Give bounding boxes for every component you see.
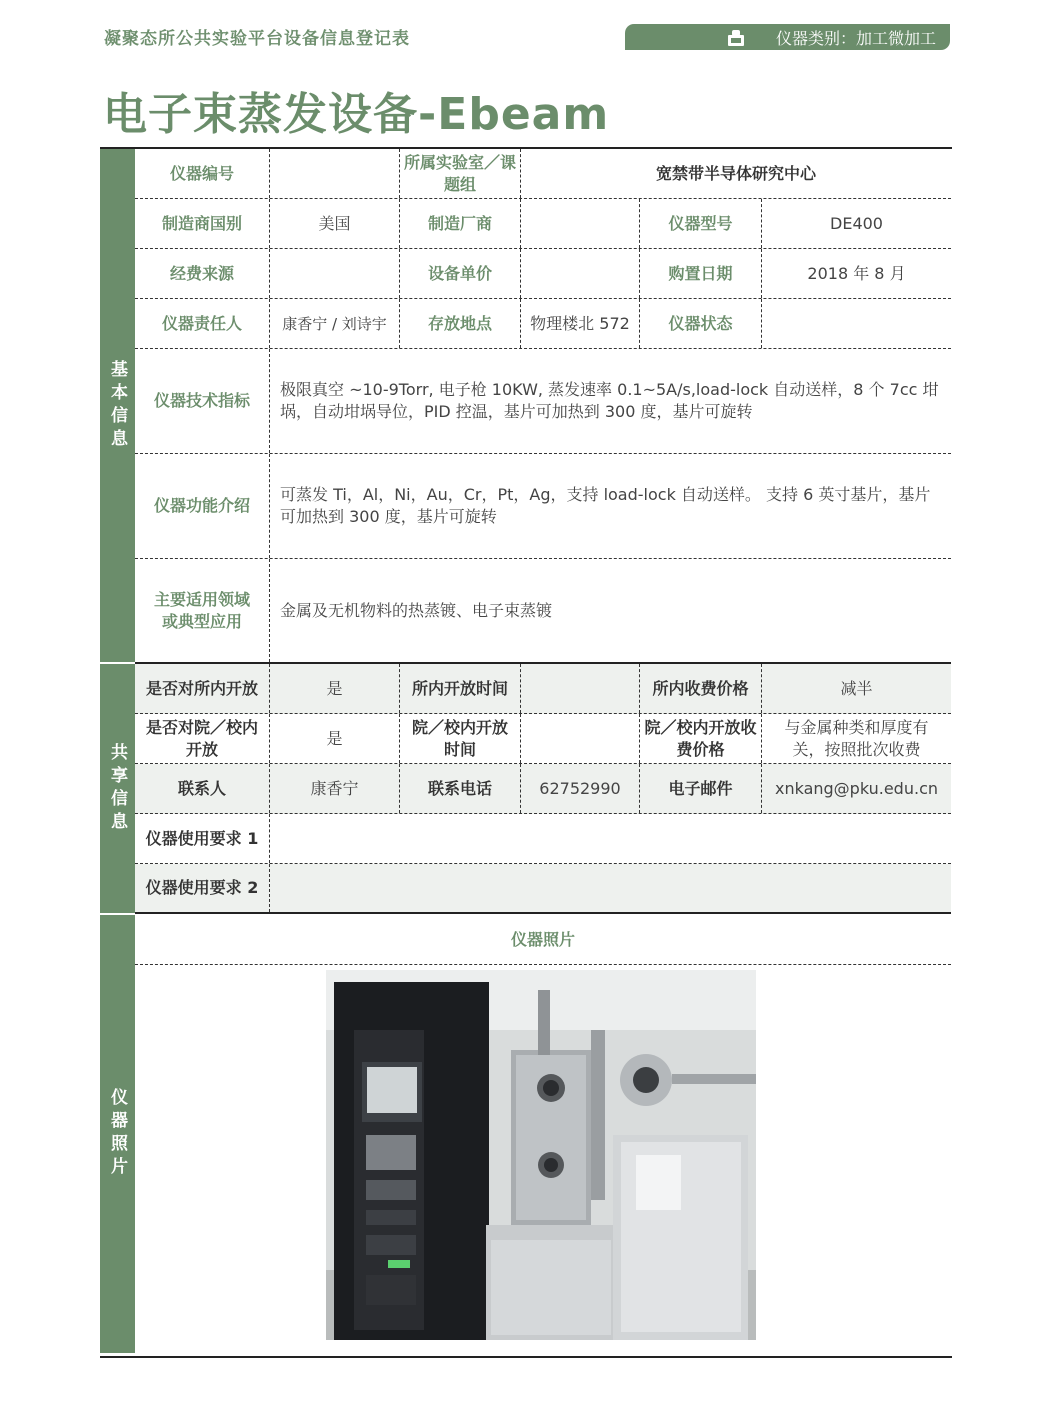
requirement-row-2 xyxy=(135,864,951,914)
label-status: 仪器状态 xyxy=(640,299,762,348)
label-owner: 仪器责任人 xyxy=(135,299,270,348)
label-purchase-date: 购置日期 xyxy=(640,249,762,298)
value-lab: 宽禁带半导体研究中心 xyxy=(655,163,816,183)
category-text: 仪器类别：加工微加工 xyxy=(775,28,936,48)
value-country: 美国 xyxy=(270,199,400,248)
value-purchase-date: 2018 年 8 月 xyxy=(807,263,906,283)
page-title: 电子束蒸发设备-Ebeam xyxy=(103,89,610,140)
label-model: 仪器型号 xyxy=(640,199,762,248)
photo-header: 仪器照片 xyxy=(510,929,575,949)
value-unit-price xyxy=(521,249,640,298)
share-row-2 xyxy=(135,714,951,764)
value-requirement-2 xyxy=(270,864,951,912)
value-application: 金属及无机物料的热蒸镀、电子束蒸镀 xyxy=(280,600,553,620)
value-spec: 极限真空 ~10-9Torr, 电子枪 10KW, 蒸发速率 0.1~5A/s,load-lock 自动送样，8 个 7cc 坩埚，自动坩埚导位，PID 控温，基片可加热到 300 度，基片可旋转 xyxy=(280,380,939,421)
basic-row-4 xyxy=(135,299,951,349)
label-internal-open: 是否对所内开放 xyxy=(135,664,270,713)
spec-row xyxy=(135,349,951,454)
share-row-3 xyxy=(135,764,951,814)
label-campus-open: 是否对院／校内开放 xyxy=(135,714,270,763)
value-contact: 康香宁 xyxy=(270,764,400,813)
label-email: 电子邮件 xyxy=(640,764,762,813)
label-location: 存放地点 xyxy=(400,299,521,348)
value-location: 物理楼北 572 xyxy=(521,299,640,348)
label-requirement-2: 仪器使用要求 2 xyxy=(135,864,270,912)
label-spec: 仪器技术指标 xyxy=(135,349,270,453)
label-lab: 所属实验室／课题组 xyxy=(400,149,521,198)
value-email[interactable]: xnkang@pku.edu.cn xyxy=(774,778,938,798)
value-model: DE400 xyxy=(830,213,883,233)
instrument-icon xyxy=(726,27,746,47)
label-function: 仪器功能介绍 xyxy=(135,454,270,558)
value-requirement-1 xyxy=(270,814,951,863)
value-campus-fee: 与金属种类和厚度有关，按照批次收费 xyxy=(784,717,929,759)
label-funding: 经费来源 xyxy=(135,249,270,298)
share-row-1 xyxy=(135,664,951,714)
section-photo-label: 仪器照片 xyxy=(100,915,135,1353)
label-requirement-1: 仪器使用要求 1 xyxy=(135,814,270,863)
label-country: 制造商国别 xyxy=(135,199,270,248)
basic-row-2 xyxy=(135,199,951,249)
value-instrument-no xyxy=(270,149,400,198)
value-manufacturer xyxy=(521,199,640,248)
value-funding xyxy=(270,249,400,298)
label-contact: 联系人 xyxy=(135,764,270,813)
label-internal-time: 所内开放时间 xyxy=(400,664,521,713)
header-org: 凝聚态所公共实验平台设备信息登记表 xyxy=(104,29,410,49)
label-internal-fee: 所内收费价格 xyxy=(640,664,762,713)
label-phone: 联系电话 xyxy=(400,764,521,813)
section-basic-label: 基本信息 xyxy=(100,149,135,662)
value-internal-fee: 减半 xyxy=(840,678,873,698)
requirement-row-1 xyxy=(135,814,951,864)
category-badge xyxy=(625,24,950,50)
label-campus-time: 院／校内开放时间 xyxy=(400,714,521,763)
application-row xyxy=(135,559,951,664)
function-row xyxy=(135,454,951,559)
value-campus-time xyxy=(521,714,640,763)
value-function: 可蒸发 Ti，Al，Ni，Au，Cr，Pt，Ag，支持 load-lock 自动送样。 支持 6 英寸基片，基片可加热到 300 度，基片可旋转 xyxy=(280,485,931,526)
label-unit-price: 设备单价 xyxy=(400,249,521,298)
basic-row-3 xyxy=(135,249,951,299)
photo-header-row xyxy=(135,915,951,965)
value-campus-open: 是 xyxy=(270,714,400,763)
photo-area xyxy=(135,965,951,1353)
label-campus-fee: 院／校内开放收费价格 xyxy=(640,714,762,763)
value-internal-time xyxy=(521,664,640,713)
label-instrument-no: 仪器编号 xyxy=(135,149,270,198)
basic-row-1 xyxy=(135,149,951,199)
value-phone: 62752990 xyxy=(521,764,640,813)
value-internal-open: 是 xyxy=(270,664,400,713)
value-status xyxy=(762,299,951,348)
label-application: 主要适用领域或典型应用 xyxy=(135,559,270,662)
section-share-label: 共享信息 xyxy=(100,664,135,913)
value-owner: 康香宁 / 刘诗宇 xyxy=(270,299,400,348)
equipment-photo xyxy=(326,970,756,1340)
label-manufacturer: 制造厂商 xyxy=(400,199,521,248)
